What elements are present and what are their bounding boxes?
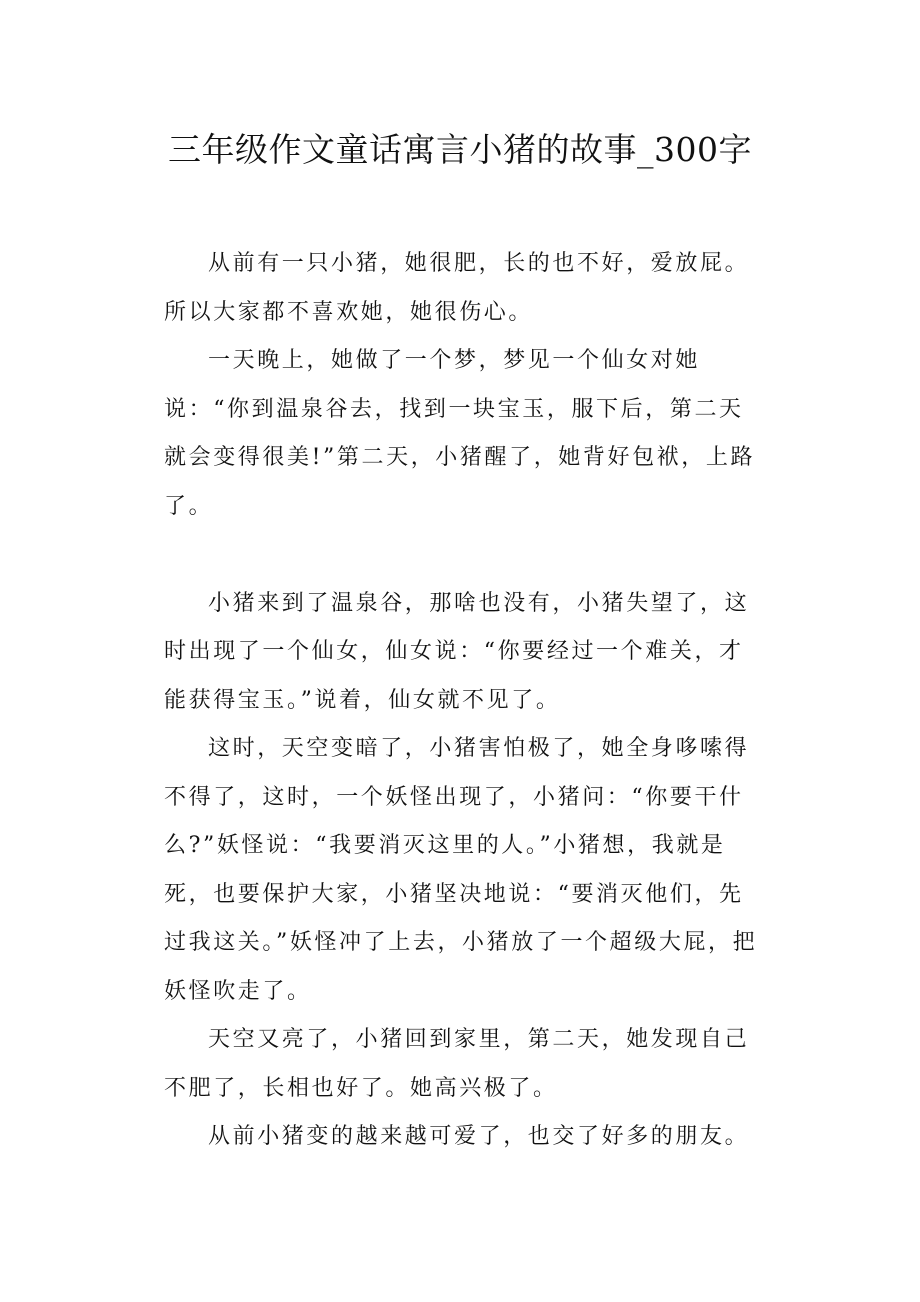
- paragraph-1: 从前有一只小猪，她很肥，长的也不好，爱放屁。所以大家都不喜欢她，她很伤心。: [164, 251, 750, 325]
- paragraph-6: 从前小猪变的越来越可爱了，也交了好多的朋友。: [208, 1124, 750, 1149]
- document-title: 三年级作文童话寓言小猪的故事_300字: [168, 130, 752, 169]
- paragraph-2: 一天晚上，她做了一个梦，梦见一个仙女对她说：“你到温泉谷去，找到一块宝玉，服下后，第二天就会变得很美!”第二天，小猪醒了，她背好包袱，上路了。: [164, 348, 756, 519]
- paragraph-5: 天空又亮了，小猪回到家里，第二天，她发现自己不肥了，长相也好了。她高兴极了。: [164, 1027, 750, 1101]
- paragraph-4: 这时，天空变暗了，小猪害怕极了，她全身哆嗦得不得了，这时，一个妖怪出现了，小猪问：“你要干什么?”妖怪说：“我要消灭这里的人。”小猪想，我就是死，也要保护大家，小猪坚决地说：“要消灭他们，先过我这关。”妖怪冲了上去，小猪放了一个超级大屁，把妖怪吹走了。: [164, 736, 758, 1004]
- paragraph-3: 小猪来到了温泉谷，那啥也没有，小猪失望了，这时出现了一个仙女，仙女说：“你要经过一个难关，才能获得宝玉。”说着，仙女就不见了。: [164, 590, 750, 713]
- document-body: [164, 240, 760, 1162]
